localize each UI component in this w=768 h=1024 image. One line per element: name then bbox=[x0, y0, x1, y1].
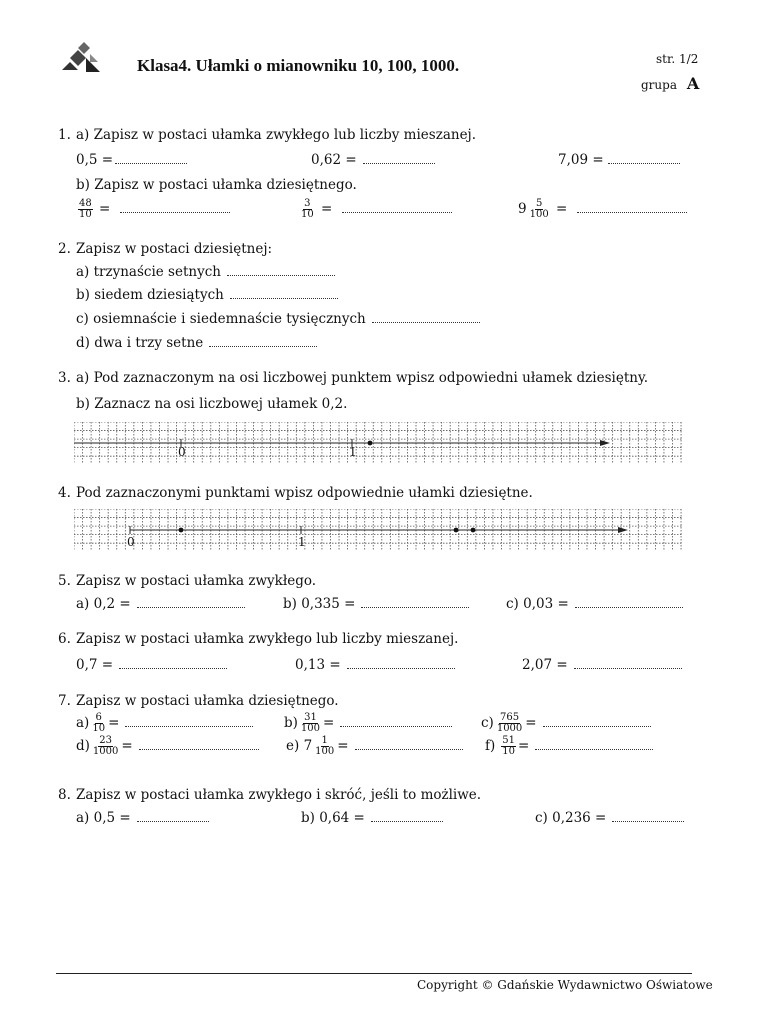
answer-blank[interactable] bbox=[119, 656, 227, 669]
q1-b-item-3: 9 $\frac{5}{100}$ = bbox=[518, 199, 687, 220]
q1-b-text: b) Zapisz w postaci ułamka dziesiętnego. bbox=[76, 177, 357, 193]
q6-item-1: 0,7 = bbox=[76, 656, 227, 673]
q3-b-text: b) Zaznacz na osi liczbowej ułamek 0,2. bbox=[76, 396, 348, 412]
q1-a-item-3 bbox=[558, 151, 680, 168]
q3-a-text: a) Pod zaznaczonym na osi liczbowej punktem wpisz odpowiedni ułamek dziesiętny. bbox=[76, 370, 649, 386]
q7-item-f: f) $\frac{51}{10}$ = bbox=[485, 736, 653, 757]
answer-blank[interactable] bbox=[363, 151, 435, 164]
answer-blank[interactable] bbox=[371, 809, 443, 822]
answer-blank[interactable] bbox=[342, 200, 452, 213]
q1-b-item-2: $\frac{3}{10}$ = bbox=[298, 199, 452, 220]
fraction: $\frac{23}{1000}$ bbox=[92, 735, 119, 757]
q4-axis-arrow bbox=[618, 527, 628, 533]
q1-a-item-2 bbox=[311, 151, 435, 168]
q3-axis-label-0: 0 bbox=[178, 445, 186, 459]
q7-item-a: a) $\frac{6}{10}$ = bbox=[76, 713, 253, 734]
q2-text: Zapisz w postaci dziesiętnej: bbox=[76, 241, 273, 257]
answer-blank[interactable] bbox=[612, 809, 684, 822]
answer-blank[interactable] bbox=[372, 310, 480, 323]
answer-blank[interactable] bbox=[535, 737, 653, 750]
q1-b-item-1: $\frac{48}{10}$ = bbox=[76, 199, 230, 220]
q3-axis-label-1: 1 bbox=[349, 445, 357, 459]
q3-number: 3. bbox=[58, 370, 71, 386]
q2-item-c: c) osiemnaście i siedemnaście tysięcznych bbox=[76, 310, 480, 327]
q5-text: Zapisz w postaci ułamka zwykłego. bbox=[76, 573, 317, 589]
q7-item-b: b) $\frac{31}{100}$ = bbox=[284, 713, 452, 734]
q1-a-item-1-text: 0,5 = bbox=[76, 152, 114, 168]
q4-marked-point-3 bbox=[471, 528, 476, 533]
answer-blank[interactable] bbox=[340, 714, 452, 727]
q3-marked-point bbox=[368, 441, 373, 446]
fraction: $\frac{6}{10}$ bbox=[92, 712, 106, 734]
answer-blank[interactable] bbox=[575, 595, 683, 608]
answer-blank[interactable] bbox=[227, 263, 335, 276]
answer-blank[interactable] bbox=[137, 595, 245, 608]
q8-item-b: b) 0,64 = bbox=[301, 809, 443, 826]
q1-a-item-1 bbox=[76, 151, 187, 168]
q6-text: Zapisz w postaci ułamka zwykłego lub liczby mieszanej. bbox=[76, 631, 459, 647]
publisher-logo bbox=[56, 40, 106, 80]
q8-text: Zapisz w postaci ułamka zwykłego i skróć, jeśli to możliwe. bbox=[76, 787, 482, 803]
q5-number: 5. bbox=[58, 573, 71, 589]
q4-marked-point-2 bbox=[454, 528, 459, 533]
q8-item-a: a) 0,5 = bbox=[76, 809, 209, 826]
q8-item-c: c) 0,236 = bbox=[535, 809, 684, 826]
fraction: $\frac{48}{10}$ bbox=[79, 198, 92, 220]
q4-axis-label-1: 1 bbox=[298, 535, 306, 549]
fraction: $\frac{3}{10}$ bbox=[301, 198, 314, 220]
q7-text: Zapisz w postaci ułamka dziesiętnego. bbox=[76, 693, 339, 709]
q7-item-d: d) $\frac{23}{1000}$ = bbox=[76, 736, 259, 757]
q6-item-2: 0,13 = bbox=[295, 656, 455, 673]
q2-item-b: b) siedem dziesiątych bbox=[76, 286, 338, 303]
answer-blank[interactable] bbox=[608, 151, 680, 164]
answer-blank[interactable] bbox=[120, 200, 230, 213]
q7-item-e: e) 7 $\frac{1}{100}$ = bbox=[286, 736, 463, 757]
fraction: $\frac{51}{10}$ bbox=[502, 735, 515, 757]
answer-blank[interactable] bbox=[230, 286, 338, 299]
q3-number-line-grid[interactable] bbox=[74, 422, 686, 464]
q1-a-item-3-text: 7,09 = bbox=[558, 152, 604, 168]
answer-blank[interactable] bbox=[347, 656, 455, 669]
group-label bbox=[641, 74, 699, 93]
answer-blank[interactable] bbox=[574, 656, 682, 669]
page-number: str. 1/2 bbox=[656, 52, 699, 66]
answer-blank[interactable] bbox=[577, 200, 687, 213]
q1-a-item-2-text: 0,62 = bbox=[311, 152, 357, 168]
q5-item-b: b) 0,335 = bbox=[283, 595, 469, 612]
q2-number: 2. bbox=[58, 241, 71, 257]
q2-item-a: a) trzynaście setnych bbox=[76, 263, 335, 280]
q1-number: 1. bbox=[58, 127, 71, 143]
fraction: $\frac{31}{100}$ bbox=[300, 712, 321, 734]
fraction: $\frac{1}{100}$ bbox=[315, 735, 335, 757]
q3-axis-arrow bbox=[600, 440, 610, 446]
answer-blank[interactable] bbox=[355, 737, 463, 750]
q1-a-text: a) Zapisz w postaci ułamka zwykłego lub liczby mieszanej. bbox=[76, 127, 477, 143]
group-value: A bbox=[686, 74, 700, 93]
q4-axis-label-0: 0 bbox=[127, 535, 135, 549]
answer-blank[interactable] bbox=[543, 714, 651, 727]
q4-marked-point-1 bbox=[179, 528, 184, 533]
fraction: $\frac{765}{1000}$ bbox=[496, 712, 523, 734]
answer-blank[interactable] bbox=[361, 595, 469, 608]
q4-number: 4. bbox=[58, 485, 71, 501]
q7-number: 7. bbox=[58, 693, 71, 709]
q2-item-d: d) dwa i trzy setne bbox=[76, 334, 317, 351]
answer-blank[interactable] bbox=[139, 737, 259, 750]
page-title: Klasa4. Ułamki o mianowniku 10, 100, 1000. bbox=[137, 56, 460, 75]
answer-blank[interactable] bbox=[209, 334, 317, 347]
fraction: $\frac{5}{100}$ bbox=[529, 198, 549, 220]
answer-blank[interactable] bbox=[137, 809, 209, 822]
q4-text: Pod zaznaczonymi punktami wpisz odpowiednie ułamki dziesiętne. bbox=[76, 485, 533, 501]
answer-blank[interactable] bbox=[115, 151, 187, 164]
q4-number-line-grid[interactable] bbox=[74, 509, 686, 551]
group-label-text: grupa bbox=[641, 78, 677, 92]
q7-item-c: c) $\frac{765}{1000}$ = bbox=[481, 713, 651, 734]
q5-item-c: c) 0,03 = bbox=[506, 595, 683, 612]
q8-number: 8. bbox=[58, 787, 71, 803]
q6-item-3: 2,07 = bbox=[522, 656, 682, 673]
q6-number: 6. bbox=[58, 631, 71, 647]
q5-item-a: a) 0,2 = bbox=[76, 595, 245, 612]
footer-divider bbox=[56, 973, 692, 974]
answer-blank[interactable] bbox=[125, 714, 253, 727]
footer-copyright: Copyright © Gdańskie Wydawnictwo Oświatowe bbox=[417, 978, 713, 992]
